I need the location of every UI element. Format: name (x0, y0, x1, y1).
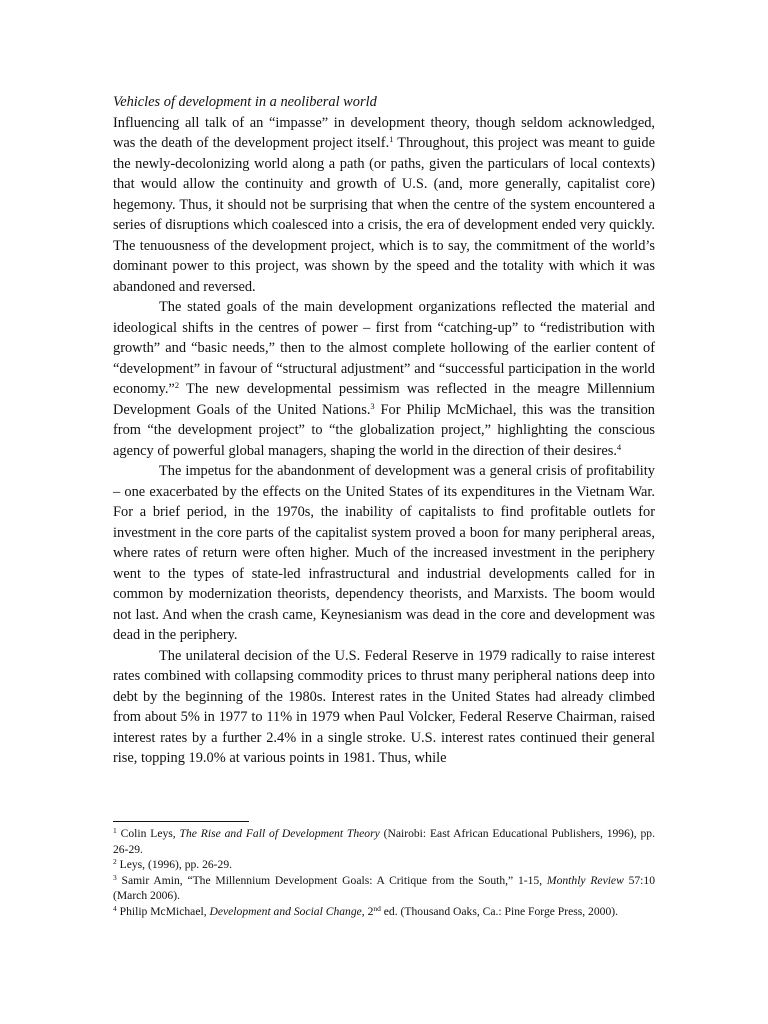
footnote-1-pre: Colin Leys, (116, 827, 180, 840)
paragraph-1 (113, 113, 655, 298)
paragraph-1-text-b: Throughout, this project was meant to guide the newly-decolonizing world along a path (or paths, given the particulars of local contexts) that would allow the continuity and growth of U.S. (and, more generally, capitalist core) hegemony. Thus, it should not be surprising that when the centre of the system encountered a series of disruptions which coalesced into a crisis, the era of development ended very quickly. The tenuousness of the development project, which is to say, the commitment of the world’s dominant power to this project, was shown by the speed and the totality with which it was abandoned and reversed. (113, 135, 656, 295)
footnote-3-title: Monthly Review (546, 873, 624, 887)
section-heading: Vehicles of development in a neoliberal world (113, 94, 377, 110)
footnote-3-pre: Samir Amin, “The Millennium Development Goals: A Critique from the South,” 1-15, (116, 873, 547, 887)
footnote-1-post: (Nairobi: East African Educational Publishers, 1996), pp. 26-29. (113, 827, 656, 856)
paragraph-2 (113, 297, 655, 461)
footnote-4-post2: ed. (Thousand Oaks, Ca.: Pine Forge Press, 2000). (380, 904, 619, 918)
footnote-1 (113, 826, 655, 857)
footnote-1-number: 1 (113, 826, 117, 835)
paragraph-2-text-b: The new developmental pessimism was reflected in the meagre Millennium Development Goals of the United Nations. (113, 381, 655, 418)
footnote-2-text: Leys, (1996), pp. 26-29. (116, 858, 233, 871)
paragraph-3: The impetus for the abandonment of development was a general crisis of profitability – one exacerbated by the effects on the United States of its expenditures in the Vietnam War. For a brief period, in the 1970s, the inability of capitalists to find profitable outlets for investment in the core parts of the capitalist system proved a boon for many peripheral areas, where rates of return were often higher. Much of the increased investment in the periphery went to the types of state-led infrastructural and industrial developments called for in common by modernization theorists, dependency theorists, and Marxists. The boom would not last. And when the crash came, Keynesianism was dead in the core and development was dead in the periphery. (113, 463, 655, 643)
paragraph-1-text-a: Influencing all talk of an “impasse” in development theory, though seldom acknowledged, was the death of the development project itself. (113, 114, 655, 151)
footnote-separator (113, 821, 249, 822)
footnote-2-number: 2 (113, 857, 117, 866)
paragraph-2-text-a: The stated goals of the main development organizations reflected the material and ideological shifts in the centres of power – first from “catching-up” to “redistribution with growth” and “basic needs,” then to the almost complete hollowing of the earlier content of “development” in favour of “structural adjustment” and “successful participation in the world economy.” (113, 299, 655, 397)
footnote-4 (113, 904, 655, 920)
footnote-2 (113, 857, 655, 873)
footnote-ref-2[interactable]: 2 (174, 380, 180, 390)
footnote-4-title: Development and Social Change (209, 904, 362, 918)
footnote-3-post: 57:10 (March 2006). (113, 873, 655, 902)
paragraph-4: The unilateral decision of the U.S. Federal Reserve in 1979 radically to raise interest rates combined with collapsing commodity prices to thrust many peripheral nations deep into debt by the beginning of the 1980s. Interest rates in the United States had already climbed from about 5% in 1977 to 11% in 1979 when Paul Volcker, Federal Reserve Chairman, raised interest rates by a further 2.4% in a single stroke. U.S. interest rates continued their general rise, topping 19.0% at various points in 1981. Thus, while (113, 647, 655, 766)
paragraph-2-text-c: For Philip McMichael, this was the transition from “the development project” to “the globalization project,” highlighting the conscious agency of powerful global managers, shaping the world in the direction of their desires. (113, 401, 655, 459)
footnote-4-pre: Philip McMichael, (116, 904, 210, 918)
footnote-4-edition-suffix: nd (373, 903, 381, 913)
document-body (113, 92, 655, 769)
footnote-4-number: 4 (113, 903, 117, 913)
footnotes-section (113, 821, 655, 919)
footnote-ref-1[interactable]: 1 (389, 134, 394, 144)
footnote-1-title: The Rise and Fall of Development Theory (179, 827, 380, 840)
footnote-ref-3[interactable]: 3 (370, 400, 375, 411)
footnote-3-number: 3 (113, 872, 117, 882)
footnote-ref-4[interactable]: 4 (616, 441, 622, 452)
footnote-3 (113, 873, 655, 904)
footnote-4-post: , 2 (361, 904, 374, 918)
